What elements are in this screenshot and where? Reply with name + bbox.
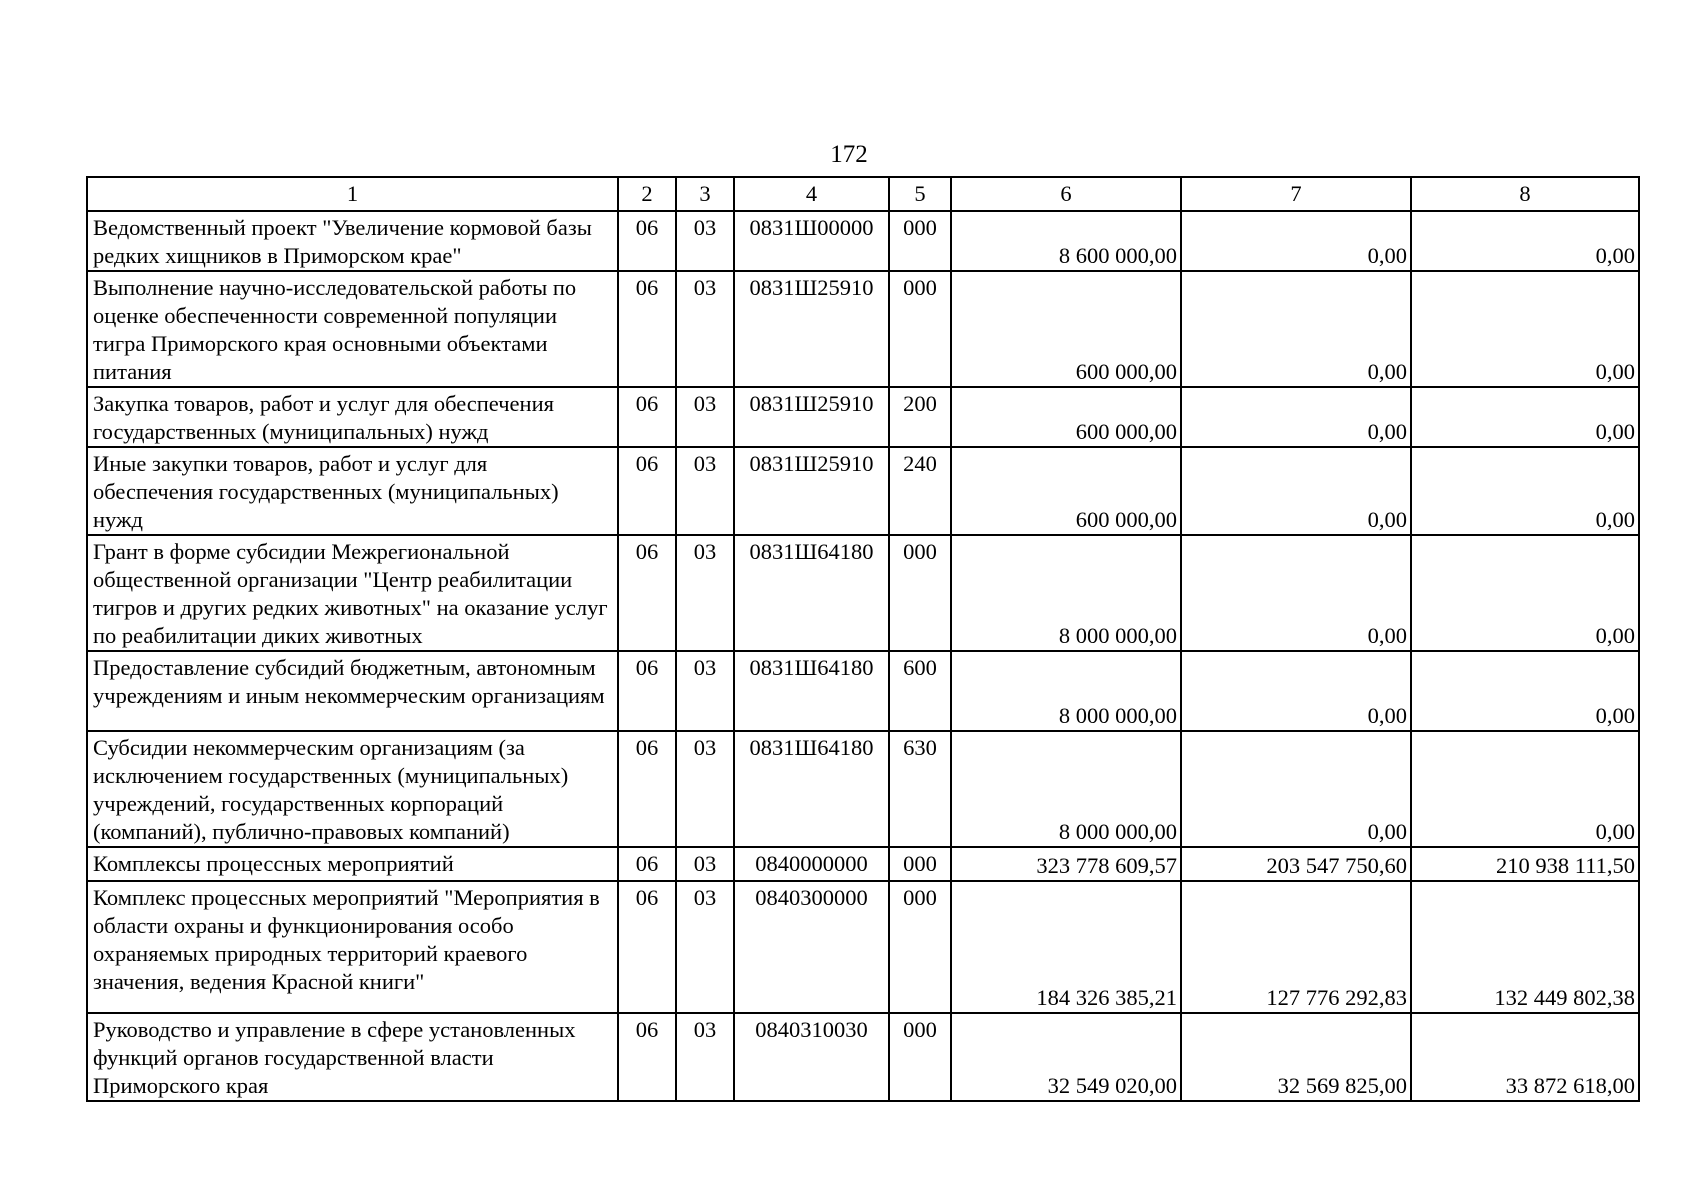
row-amount-col6-cell: 8 000 000,00 — [951, 535, 1181, 651]
header-col-8: 8 — [1411, 177, 1639, 211]
row-subsection-cell: 03 — [676, 1013, 734, 1101]
row-section-cell: 06 — [618, 881, 676, 1013]
row-expense-type-cell: 630 — [889, 731, 951, 847]
row-expense-type-cell: 000 — [889, 535, 951, 651]
table-row — [87, 881, 1639, 1013]
row-target-code-cell: 0840310030 — [734, 1013, 889, 1101]
page-number: 172 — [830, 141, 868, 168]
row-name-cell: Ведомственный проект "Увеличение кормовой базы редких хищников в Приморском крае" — [87, 211, 618, 271]
row-amount-col6-cell: 8 000 000,00 — [951, 651, 1181, 731]
row-amount-col7-cell: 32 569 825,00 — [1181, 1013, 1411, 1101]
row-name-cell: Руководство и управление в сфере установленных функций органов государственной власти Приморского края — [87, 1013, 618, 1101]
header-col-1: 1 — [87, 177, 618, 211]
row-amount-col8-cell: 210 938 111,50 — [1411, 847, 1639, 881]
row-amount-col8-cell: 0,00 — [1411, 271, 1639, 387]
row-amount-col8-cell: 132 449 802,38 — [1411, 881, 1639, 1013]
row-target-code-cell: 0831Ш00000 — [734, 211, 889, 271]
row-expense-type-cell: 000 — [889, 271, 951, 387]
row-amount-col7-cell: 0,00 — [1181, 211, 1411, 271]
row-amount-col8-cell: 0,00 — [1411, 211, 1639, 271]
row-expense-type-cell: 240 — [889, 447, 951, 535]
row-amount-col8-cell: 0,00 — [1411, 651, 1639, 731]
row-amount-col7-cell: 0,00 — [1181, 271, 1411, 387]
row-amount-col7-cell: 0,00 — [1181, 731, 1411, 847]
row-section-cell: 06 — [618, 651, 676, 731]
table-row — [87, 271, 1639, 387]
budget-table — [86, 176, 1640, 1102]
table-row — [87, 535, 1639, 651]
row-amount-col7-cell: 203 547 750,60 — [1181, 847, 1411, 881]
table-row — [87, 211, 1639, 271]
row-amount-col8-cell: 0,00 — [1411, 447, 1639, 535]
row-target-code-cell: 0840300000 — [734, 881, 889, 1013]
row-subsection-cell: 03 — [676, 535, 734, 651]
row-subsection-cell: 03 — [676, 387, 734, 447]
row-amount-col6-cell: 600 000,00 — [951, 387, 1181, 447]
row-expense-type-cell: 600 — [889, 651, 951, 731]
header-col-7: 7 — [1181, 177, 1411, 211]
row-target-code-cell: 0831Ш25910 — [734, 271, 889, 387]
row-amount-col6-cell: 323 778 609,57 — [951, 847, 1181, 881]
table-header-row — [87, 177, 1639, 211]
row-amount-col6-cell: 600 000,00 — [951, 447, 1181, 535]
row-expense-type-cell: 000 — [889, 881, 951, 1013]
row-name-cell: Комплекс процессных мероприятий "Мероприятия в области охраны и функционирования особо охраняемых природных территорий краевого значения, ведения Красной книги" — [87, 881, 618, 1013]
table-row — [87, 1013, 1639, 1101]
row-amount-col6-cell: 8 600 000,00 — [951, 211, 1181, 271]
row-section-cell: 06 — [618, 731, 676, 847]
table-row — [87, 651, 1639, 731]
row-name-cell: Предоставление субсидий бюджетным, автономным учреждениям и иным некоммерческим организациям — [87, 651, 618, 731]
row-amount-col6-cell: 600 000,00 — [951, 271, 1181, 387]
row-subsection-cell: 03 — [676, 881, 734, 1013]
row-amount-col6-cell: 184 326 385,21 — [951, 881, 1181, 1013]
row-amount-col7-cell: 0,00 — [1181, 387, 1411, 447]
row-expense-type-cell: 000 — [889, 1013, 951, 1101]
row-section-cell: 06 — [618, 847, 676, 881]
row-target-code-cell: 0831Ш64180 — [734, 731, 889, 847]
row-target-code-cell: 0831Ш25910 — [734, 447, 889, 535]
row-subsection-cell: 03 — [676, 211, 734, 271]
table-row — [87, 847, 1639, 881]
row-amount-col8-cell: 0,00 — [1411, 387, 1639, 447]
row-amount-col8-cell: 33 872 618,00 — [1411, 1013, 1639, 1101]
row-section-cell: 06 — [618, 1013, 676, 1101]
row-amount-col7-cell: 127 776 292,83 — [1181, 881, 1411, 1013]
row-name-cell: Грант в форме субсидии Межрегиональной общественной организации "Центр реабилитации тигров и других редких животных" на оказание услуг по реабилитации диких животных — [87, 535, 618, 651]
header-col-4: 4 — [734, 177, 889, 211]
table-row — [87, 447, 1639, 535]
row-expense-type-cell: 200 — [889, 387, 951, 447]
row-amount-col6-cell: 32 549 020,00 — [951, 1013, 1181, 1101]
row-expense-type-cell: 000 — [889, 211, 951, 271]
header-col-2: 2 — [618, 177, 676, 211]
row-subsection-cell: 03 — [676, 271, 734, 387]
row-amount-col8-cell: 0,00 — [1411, 731, 1639, 847]
row-subsection-cell: 03 — [676, 447, 734, 535]
row-subsection-cell: 03 — [676, 731, 734, 847]
row-section-cell: 06 — [618, 387, 676, 447]
row-section-cell: 06 — [618, 211, 676, 271]
row-amount-col6-cell: 8 000 000,00 — [951, 731, 1181, 847]
header-col-5: 5 — [889, 177, 951, 211]
header-col-3: 3 — [676, 177, 734, 211]
row-section-cell: 06 — [618, 535, 676, 651]
row-amount-col8-cell: 0,00 — [1411, 535, 1639, 651]
row-target-code-cell: 0831Ш64180 — [734, 535, 889, 651]
row-target-code-cell: 0840000000 — [734, 847, 889, 881]
row-amount-col7-cell: 0,00 — [1181, 535, 1411, 651]
header-col-6: 6 — [951, 177, 1181, 211]
row-amount-col7-cell: 0,00 — [1181, 651, 1411, 731]
row-section-cell: 06 — [618, 271, 676, 387]
row-subsection-cell: 03 — [676, 651, 734, 731]
table-row — [87, 387, 1639, 447]
row-amount-col7-cell: 0,00 — [1181, 447, 1411, 535]
row-expense-type-cell: 000 — [889, 847, 951, 881]
row-subsection-cell: 03 — [676, 847, 734, 881]
row-target-code-cell: 0831Ш64180 — [734, 651, 889, 731]
row-name-cell: Иные закупки товаров, работ и услуг для обеспечения государственных (муниципальных) нужд — [87, 447, 618, 535]
row-name-cell: Выполнение научно-исследовательской работы по оценке обеспеченности современной популяции тигра Приморского края основными объектами питания — [87, 271, 618, 387]
row-section-cell: 06 — [618, 447, 676, 535]
row-name-cell: Закупка товаров, работ и услуг для обеспечения государственных (муниципальных) нужд — [87, 387, 618, 447]
row-name-cell: Комплексы процессных мероприятий — [87, 847, 618, 881]
row-name-cell: Субсидии некоммерческим организациям (за исключением государственных (муниципальных) учреждений, государственных корпораций (компаний), публично-правовых компаний) — [87, 731, 618, 847]
row-target-code-cell: 0831Ш25910 — [734, 387, 889, 447]
table-row — [87, 731, 1639, 847]
